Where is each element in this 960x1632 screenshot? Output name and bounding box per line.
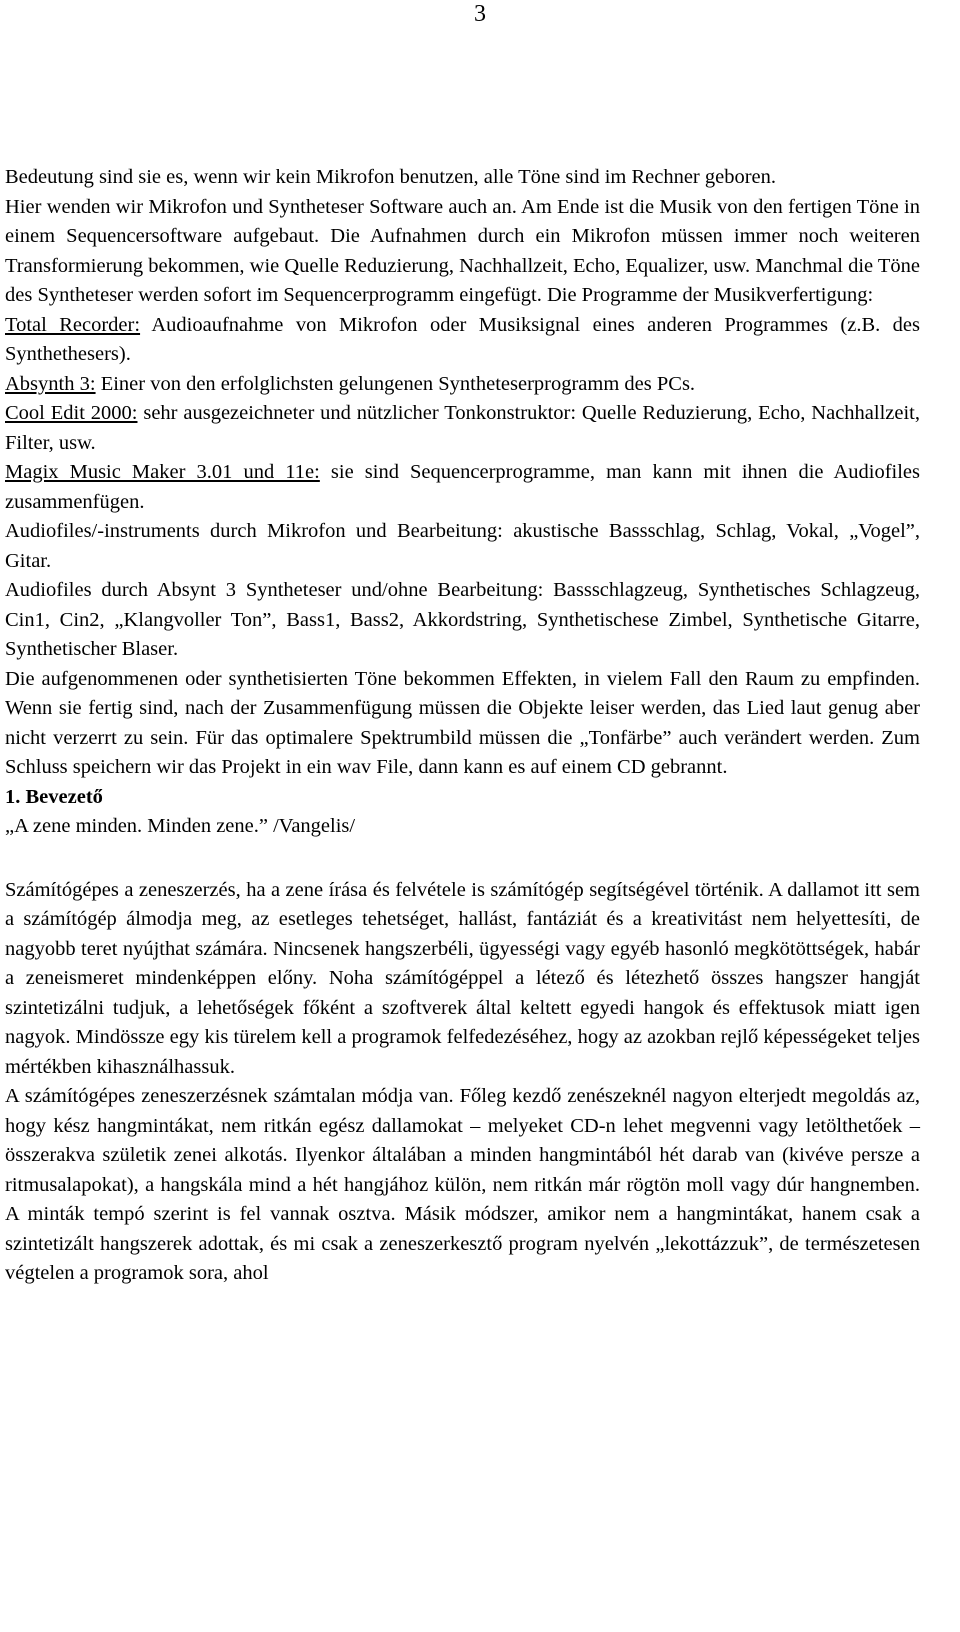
paragraph-section-2: A számítógépes zeneszerzésnek számtalan módja van. Főleg kezdő zenészeknél nagyon elterjedt megoldás az, hogy kész hangmintákat, nem ritkán egész dallamokat – melyeket CD-n lehet megvenni vagy letölthetőek – összerakva születik zenei alkotás. Ilyenkor általában a minden hangmintából hét darab van (kivéve persze a ritmusalapokat), a hangskála mind a hét hangjához külön, nem ritkán már rögtön moll vagy dúr hangnemben. A minták tempó szerint is fel vannak osztva. Másik módszer, amikor nem a hangmintákat, hanem csak a szintetizált hangszerek adottak, és mi csak a zeneszerkesztő program nyelvén „lekottázzuk”, de természetesen végtelen a programok sora, ahol (5, 1085, 920, 1284)
page-number: 3 (474, 1, 486, 27)
program-name: Total Recorder: (5, 313, 141, 336)
program-description: Einer von den erfolglichsten gelungenen Syntheteserprogramm des PCs. (95, 372, 696, 395)
program-name: Magix Music Maker 3.01 und 11e: (5, 461, 320, 483)
paragraph-section-1: Számítógépes a zeneszerzés, ha a zene írása és felvétele is számítógép segítségével történik. A dallamot itt sem a számítógép álmodja meg, az esetleges tehetséget, hallást, fantáziát és a kreativitást nem helyettesíti, de nagyobb teret nyújthat számára. Nincsenek hangszerbéli, ügyességi vagy egyéb hasonló megkötöttségek, habár a zeneismeret mindenképpen előny. Noha számítógéppel a létező és létezhető összes hangszer hangját szintetizálni tudjuk, a lehetőségek főként a szoftverek által keltett egyedi hangok és effektusok miatt igen nagyok. Mindössze egy kis türelem kell a programok felfedezéséhez, hogy az azokban rejlő képességeket teljes mértékben kihasználhassuk. (5, 878, 920, 1078)
program-name: Cool Edit 2000: (5, 402, 138, 424)
paragraph-intro-2: Hier wenden wir Mikrofon und Syntheteser Software auch an. Am Ende ist die Musik von den fertigen Töne in einem Sequencersoftware aufgebaut. Die Aufnahmen durch ein Mikrofon müssen immer noch weiteren Transformierung bekommen, wie Quelle Reduzierung, Nachhallzeit, Echo, Equalizer, usw. Manchmal die Töne des Syntheteser werden sofort im Sequencerprogramm eingefügt. Die Programme der Musikverfertigung: (5, 195, 920, 306)
program-name: Absynth 3: (5, 372, 96, 395)
document-body (5, 163, 920, 1289)
program-item (5, 370, 920, 400)
program-item (5, 311, 920, 370)
program-item (5, 399, 920, 458)
program-description: sehr ausgezeichneter und nützlicher Tonkonstruktor: Quelle Reduzierung, Echo, Nachhallzeit, Filter, usw. (5, 402, 920, 454)
paragraph-effects: Die aufgenommenen oder synthetisierten Töne bekommen Effekten, in vielem Fall den Raum zu empfinden. Wenn sie fertig sind, nach der Zusammenfügung müssen die Objekte leiser werden, das Lied laut genug aber nicht verzerrt zu sein. Für das optimalere Spektrumbild müssen die „Tonfärbe” auch verändert werden. Zum Schluss speichern wir das Projekt in ein wav File, dann kann es auf einem CD gebrannt. (5, 667, 920, 778)
epigraph-quote: „A zene minden. Minden zene.” /Vangelis/ (5, 815, 356, 837)
paragraph-audiofiles-synth: Audiofiles durch Absynt 3 Syntheteser und/ohne Bearbeitung: Bassschlagzeug, Synthetisches Schlagzeug, Cin1, Cin2, „Klangvoller Ton”, Bass1, Bass2, Akkordstring, Synthetischese Zimbel, Synthetische Gitarre, Synthetischer Blaser. (5, 579, 920, 660)
section-heading: 1. Bevezető (5, 785, 103, 808)
paragraph-audiofiles-mic: Audiofiles/-instruments durch Mikrofon und Bearbeitung: akustische Bassschlag, Schlag, Vokal, „Vogel”, Gitar. (5, 520, 920, 572)
paragraph-intro-1: Bedeutung sind sie es, wenn wir kein Mikrofon benutzen, alle Töne sind im Rechner geboren. (5, 166, 777, 188)
program-description: Audioaufnahme von Mikrofon oder Musiksignal eines anderen Programmes (z.B. des Synthethesers). (5, 313, 920, 365)
spacer (5, 842, 920, 876)
program-item (5, 458, 920, 517)
program-description: sie sind Sequencerprogramme, man kann mit ihnen die Audiofiles zusammenfügen. (5, 461, 920, 513)
